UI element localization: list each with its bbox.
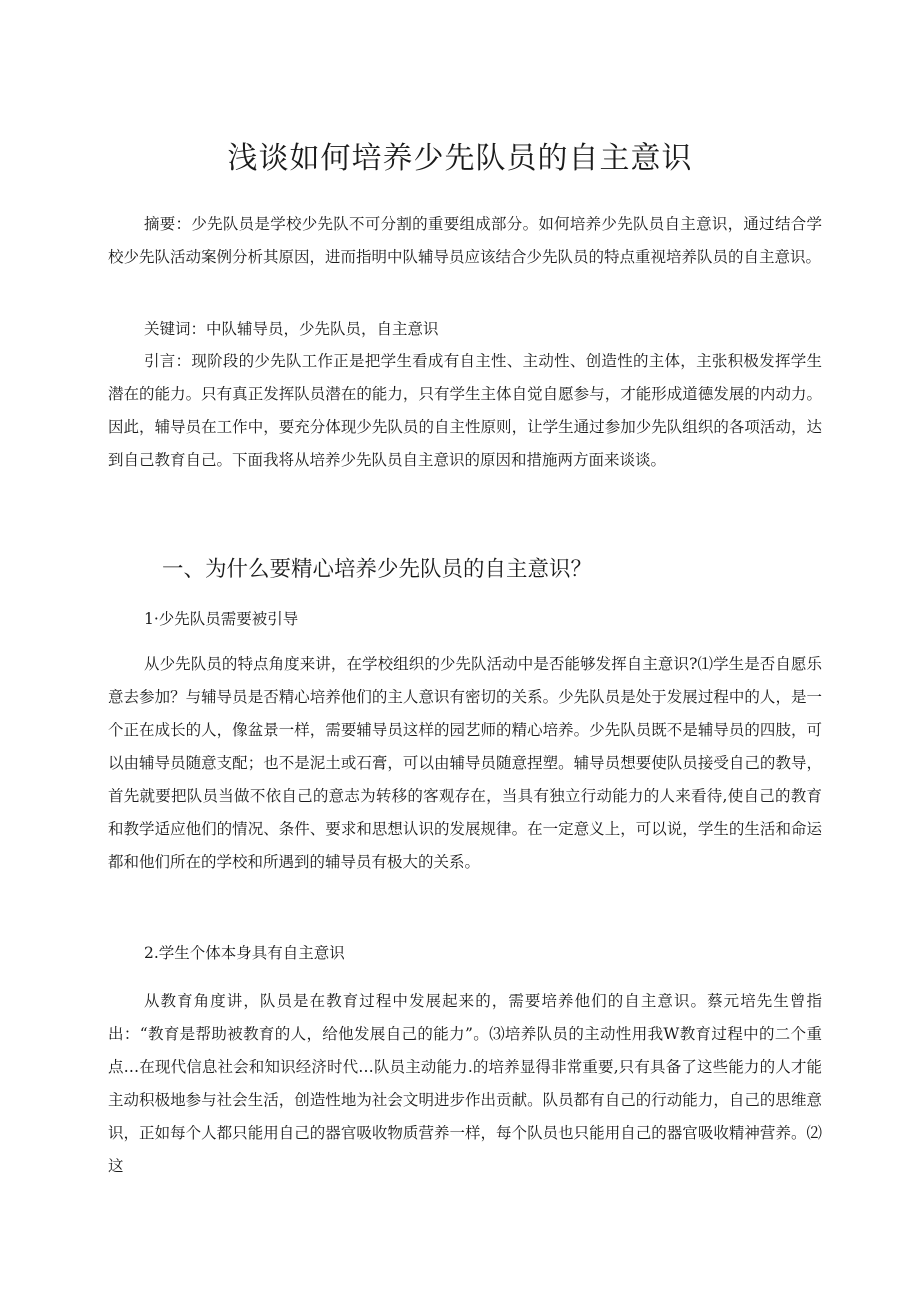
section-heading-1: 一、为什么要精心培养少先队员的自主意识？ (162, 557, 593, 582)
subsection-2-body: 从教育角度讲，队员是在教育过程中发展起来的，需要培养他们的自主意识。蔡元培先生曾指出：“教育是帮助被教育的人，给他发展自己的能力”。⑶培养队员的主动性用我W教育过程中的二个重点…在现代信息社会和知识经济时代…队员主动能力.的培养显得非常重要,只有具备了这些能力的人才能主动积极地参与社会生活，创造性地为社会文明进步作出贡献。队员都有自己的行动能力，自己的思维意识，正如每个人都只能用自己的器官吸收物质营养一样，每个队员也只能用自己的器官吸收精神营养。⑵这 (108, 992, 822, 1175)
document-title: 浅谈如何培养少先队员的自主意识 (227, 141, 693, 176)
abstract-paragraph: 摘要：少先队员是学校少先队不可分割的重要组成部分。如何培养少先队员自主意识，通过结合学校少先队活动案例分析其原因，进而指明中队辅导员应该结合少先队员的特点重视培养队员的自主意识。 (108, 215, 822, 266)
subsection-1-body: 从少先队员的特点角度来讲，在学校组织的少先队活动中是否能够发挥自主意识?⑴学生是否自愿乐意去参加？与辅导员是否精心培养他们的主人意识有密切的关系。少先队员是处于发展过程中的人，是一个正在成长的人，像盆景一样，需要辅导员这样的园艺师的精心培养。少先队员既不是辅导员的四肢，可以由辅导员随意支配；也不是泥土或石膏，可以由辅导员随意捏塑。辅导员想要使队员接受自己的教导，首先就要把队员当做不依自己的意志为转移的客观存在，当具有独立行动能力的人来看待,使自己的教育和教学适应他们的情况、条件、要求和思想认识的发展规律。在一定意义上，可以说，学生的生活和命运都和他们所在的学校和所遇到的辅导员有极大的关系。 (108, 655, 822, 871)
subsection-heading-2: 2.学生个体本身具有自主意识 (144, 944, 345, 962)
intro-paragraph: 引言：现阶段的少先队工作正是把学生看成有自主性、主动性、创造性的主体，主张积极发挥学生潜在的能力。只有真正发挥队员潜在的能力，只有学生主体自觉自愿参与，才能形成道德发展的内动力。因此，辅导员在工作中，要充分体现少先队员的自主性原则，让学生通过参加少先队组织的各项活动，达到自己教育自己。下面我将从培养少先队员自主意识的原因和措施两方面来谈谈。 (108, 352, 822, 469)
keywords-line: 关键词：中队辅导员，少先队员，自主意识 (144, 320, 439, 338)
subsection-heading-1: 1·少先队员需要被引导 (144, 610, 299, 628)
